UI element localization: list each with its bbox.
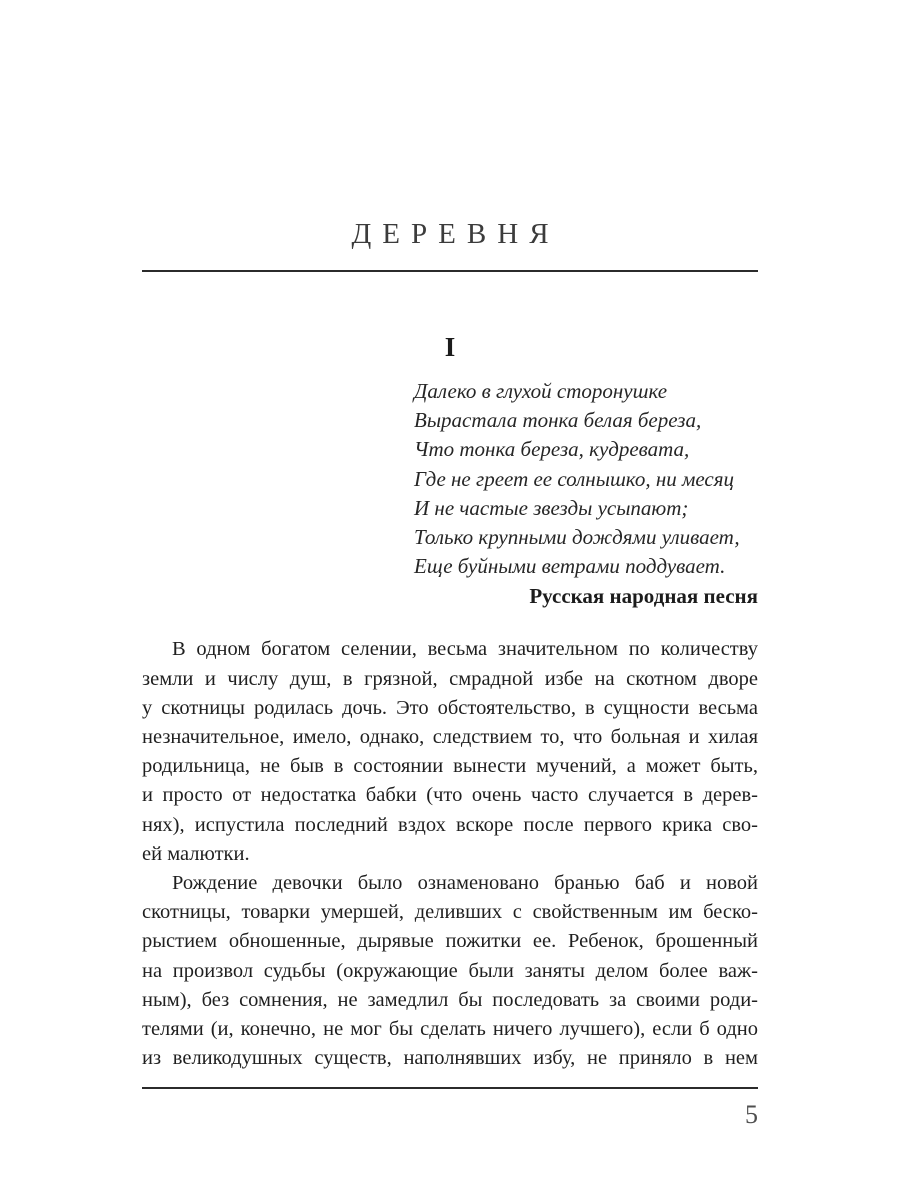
page-content xyxy=(142,0,758,1131)
epigraph-line: Только крупными дождями уливает, xyxy=(414,525,740,550)
page-number: 5 xyxy=(745,1100,758,1130)
epigraph-line: И не частые звезды усыпают; xyxy=(414,495,689,520)
epigraph-attribution: Русская народная песня xyxy=(529,584,758,609)
text-line: незначительное, имело, однако, следствием то, что больная и хилая xyxy=(142,726,758,749)
top-rule-divider xyxy=(142,270,758,272)
text-line: телями (и, конечно, не мог бы сделать ничего лучшего), если б одно xyxy=(142,1018,758,1041)
epigraph-line: Еще буйными ветрами поддувает. xyxy=(414,554,726,579)
text-line: В одном богатом селении, весьма значительном по количеству xyxy=(172,638,758,661)
paragraph xyxy=(142,635,758,869)
bottom-rule-divider xyxy=(142,1087,758,1089)
text-line: из великодушных существ, наполнявших избу, не приняло в нем xyxy=(142,1047,758,1070)
text-line: рыстием обношенные, дырявые пожитки ее. Ребенок, брошенный xyxy=(142,930,758,953)
epigraph-line: Вырастала тонка белая береза, xyxy=(414,408,702,433)
paragraph xyxy=(142,869,758,1073)
epigraph-line: Далеко в глухой сторонушке xyxy=(414,379,668,403)
text-line: Рождение девочки было ознаменовано бранью баб и новой xyxy=(172,872,758,895)
text-line: у скотницы родилась дочь. Это обстоятельство, в сущности весьма xyxy=(142,696,758,719)
epigraph-line: Где не греет ее солнышко, ни месяц xyxy=(414,466,735,491)
text-line: ным), без сомнения, не замедлил бы последовать за своими роди- xyxy=(142,988,758,1011)
text-line: ей малютки. xyxy=(142,842,250,865)
body-text xyxy=(142,635,758,1073)
chapter-number: I xyxy=(444,332,456,362)
text-line: на произвол судьбы (окружающие были заняты делом более важ- xyxy=(142,959,758,982)
text-line: нях), испустила последний вздох вскоре после первого крика сво- xyxy=(142,813,758,836)
text-line: скотницы, товарки умершей, деливших с свойственным им беско- xyxy=(142,901,758,924)
epigraph-line: Что тонка береза, кудревата, xyxy=(414,437,690,462)
text-line: земли и числу душ, в грязной, смрадной избе на скотном дворе xyxy=(142,667,758,690)
epigraph-poem xyxy=(142,377,758,581)
page-title: ДЕРЕВНЯ xyxy=(351,218,560,250)
text-line: и просто от недостатка бабки (что очень часто случается в дерев- xyxy=(142,784,758,807)
text-line: родильница, не быв в состоянии вынести мучений, а может быть, xyxy=(142,755,758,778)
